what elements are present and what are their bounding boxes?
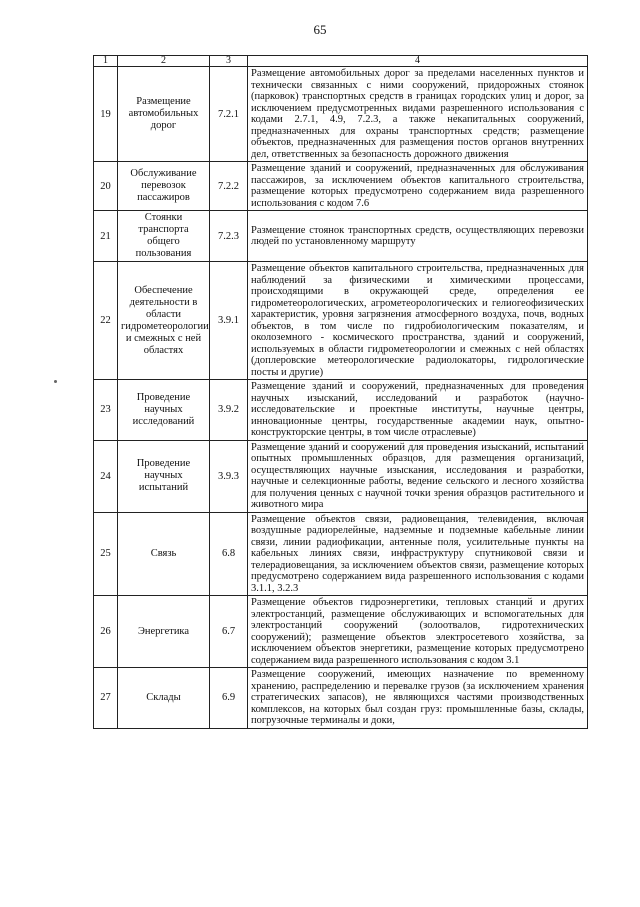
scan-dot — [54, 380, 57, 383]
header-col-2: 2 — [118, 56, 210, 67]
row-name: Обслуживание перевозок пассажиров — [118, 162, 210, 211]
row-name: Склады — [118, 668, 210, 729]
row-description: Размещение зданий и сооружений, предназначенных для проведения научных изысканий, исследований и разработок (научно-исследовательские и проектные институты, научные центры, инновационные центры, государственные академии наук, опытно-конструкторские центры, в том числе отраслевые) — [248, 380, 588, 441]
row-name: Связь — [118, 512, 210, 596]
row-number: 24 — [94, 440, 118, 512]
table-row — [94, 67, 588, 162]
row-number: 25 — [94, 512, 118, 596]
row-number: 21 — [94, 211, 118, 262]
row-name: Энергетика — [118, 596, 210, 668]
header-col-1: 1 — [94, 56, 118, 67]
row-name: Проведение научных исследований — [118, 380, 210, 441]
row-number: 22 — [94, 262, 118, 380]
table-row — [94, 211, 588, 262]
row-description: Размещение сооружений, имеющих назначение по временному хранению, распределению и перевалке грузов (за исключением хранения стратегических запасов), не являющихся частями производственных комплексов, на которых был создан груз: промышленные базы, склады, погрузочные терминалы и доки, — [248, 668, 588, 729]
header-col-3: 3 — [210, 56, 248, 67]
row-name: Стоянки транспорта общего пользования — [118, 211, 210, 262]
row-description: Размещение зданий и сооружений, предназначенных для обслуживания пассажиров, за исключением объектов капитального строительства, размещение которых предусмотрено содержанием вида разрешенного использования с кодом 7.6 — [248, 162, 588, 211]
row-name: Проведение научных испытаний — [118, 440, 210, 512]
row-description: Размещение стоянок транспортных средств, осуществляющих перевозки людей по установленному маршруту — [248, 211, 588, 262]
row-code: 3.9.2 — [210, 380, 248, 441]
row-code: 6.8 — [210, 512, 248, 596]
table-row — [94, 512, 588, 596]
table-row — [94, 668, 588, 729]
row-number: 23 — [94, 380, 118, 441]
row-number: 19 — [94, 67, 118, 162]
row-description: Размещение объектов связи, радиовещания, телевидения, включая воздушные радиорелейные, надземные и подземные кабельные линии связи, линии радиофикации, антенные поля, усилительные пункты на кабельных линиях связи, инфраструктуру спутниковой связи и телерадиовещания, за исключением объектов связи, размещение которых предусмотрено содержанием вида разрешенного использования с кодами 3.1.1, 3.2.3 — [248, 512, 588, 596]
table-row — [94, 380, 588, 441]
row-number: 26 — [94, 596, 118, 668]
table-row — [94, 440, 588, 512]
row-code: 7.2.3 — [210, 211, 248, 262]
row-code: 7.2.2 — [210, 162, 248, 211]
row-name: Размещение автомобильных дорог — [118, 67, 210, 162]
table-row — [94, 596, 588, 668]
row-code: 3.9.3 — [210, 440, 248, 512]
row-description: Размещение объектов гидроэнергетики, тепловых станций и других электростанций, размещение обслуживающих и вспомогательных для электростанций сооружений (золоотвалов, гидротехнических сооружений); размещение объектов электросетевого хозяйства, за исключением объектов энергетики, размещение которых предусмотрено содержанием вида разрешенного использования с кодом 3.1 — [248, 596, 588, 668]
row-code: 7.2.1 — [210, 67, 248, 162]
table-row — [94, 262, 588, 380]
row-code: 6.9 — [210, 668, 248, 729]
table-row — [94, 162, 588, 211]
row-description: Размещение объектов капитального строительства, предназначенных для наблюдений за физическими и химическими процессами, происходящими в окружающей среде, определения ее гидрометеорологических, агрометеорологических и гелиогеофизических характеристик, уровня загрязнения атмосферного воздуха, почв, водных объектов, в том числе по гидробиологическим показателям, и околоземного - космического пространства, зданий и сооружений, используемых в области гидрометеорологии и смежных с ней областях (доплеровские метеорологические радиолокаторы, гидрологические посты и другие) — [248, 262, 588, 380]
row-number: 27 — [94, 668, 118, 729]
row-number: 20 — [94, 162, 118, 211]
row-description: Размещение автомобильных дорог за пределами населенных пунктов и технически связанных с ними сооружений, придорожных стоянок (парковок) транспортных средств в границах городских улиц и дорог, за исключением предусмотренных видами разрешенного использования с кодами 2.7.1, 4.9, 7.2.3, а также некапитальных сооружений, предназначенных для охраны транспортных средств; размещение объектов, предназначенных для размещения постов органов внутренних дел, ответственных за безопасность дорожного движения — [248, 67, 588, 162]
page-number: 65 — [313, 22, 327, 37]
row-name: Обеспечение деятельности в области гидрометеорологии и смежных с ней областях — [118, 262, 210, 380]
row-code: 3.9.1 — [210, 262, 248, 380]
land-use-table — [93, 55, 588, 729]
row-code: 6.7 — [210, 596, 248, 668]
row-description: Размещение зданий и сооружений для проведения изысканий, испытаний опытных промышленных образцов, для размещения организаций, осуществляющих научные изыскания, исследования и разработки, научные и селекционные работы, ведение сельского и лесного хозяйства для получения ценных с научной точки зрения образцов растительного и животного мира — [248, 440, 588, 512]
table-header-row — [94, 56, 588, 67]
header-col-4: 4 — [248, 56, 588, 67]
